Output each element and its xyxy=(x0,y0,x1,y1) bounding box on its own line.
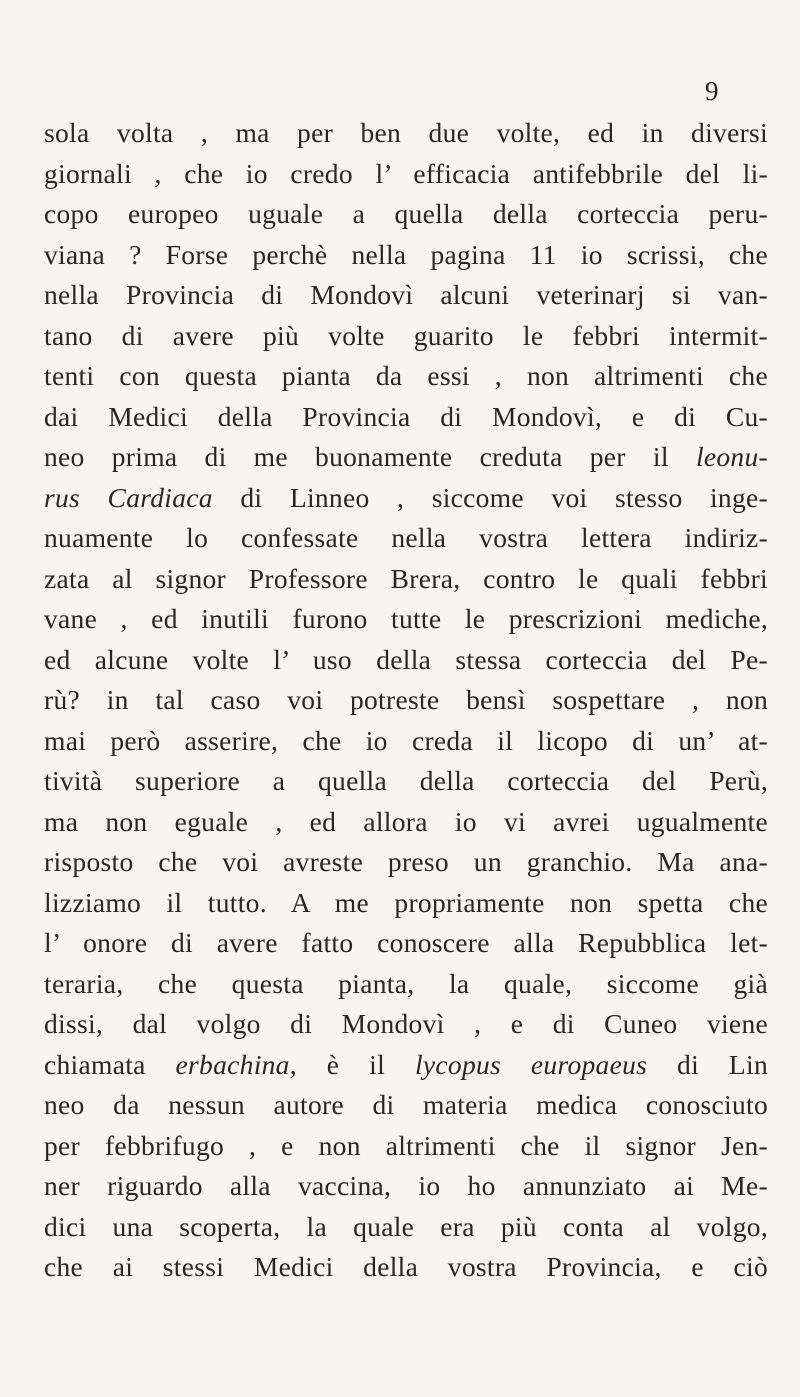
text-line xyxy=(44,1166,768,1207)
text-line xyxy=(44,883,768,924)
text-run: viana ? Forse perchè nella pagina 11 io scrissi, che xyxy=(44,238,768,270)
italic-run: lycopus europaeus xyxy=(414,1048,648,1080)
text-run: dissi, dal volgo di Mondovì , e di Cuneo viene xyxy=(44,1008,768,1039)
text-line xyxy=(44,842,768,883)
text-line xyxy=(44,154,768,195)
text-run: sola volta , ma per ben due volte, ed in diversi xyxy=(44,117,768,148)
text-run: dici una scoperta, la quale era più conta al volgo, xyxy=(44,1210,768,1242)
text-line xyxy=(44,640,768,681)
text-run: per febbrifugo , e non altrimenti che il signor Jen- xyxy=(44,1129,768,1161)
text-run: teraria, che questa pianta, la quale, siccome già xyxy=(44,967,768,999)
text-line xyxy=(44,680,768,721)
text-run: di Linneo , siccome voi stesso inge- xyxy=(212,481,768,513)
text-line xyxy=(44,802,768,843)
body-text xyxy=(44,113,768,1288)
text-run: lizziamo il tutto. A me propriamente non spetta che xyxy=(44,886,768,918)
text-line xyxy=(44,478,768,519)
text-run: ner riguardo alla vaccina, io ho annunziato ai Me- xyxy=(44,1170,768,1201)
text-line xyxy=(44,356,768,397)
text-line xyxy=(44,761,768,802)
text-run: ed alcune volte l’ uso della stessa corteccia del Pe- xyxy=(44,643,768,675)
text-line xyxy=(44,1045,768,1086)
text-line xyxy=(44,194,768,235)
text-line xyxy=(44,1126,768,1167)
text-run: neo da nessun autore di materia medica conosciuto xyxy=(44,1089,768,1120)
text-line xyxy=(44,923,768,964)
text-run: neo prima di me buonamente creduta per il xyxy=(44,441,696,472)
text-run: tano di avere più volte guarito le febbri intermit- xyxy=(44,319,768,351)
text-run: chiamata xyxy=(44,1048,176,1080)
text-run: tività superiore a quella della corteccia del Perù, xyxy=(44,765,768,796)
text-line xyxy=(44,599,768,640)
page-number: 9 xyxy=(705,76,719,106)
text-run: nella Provincia di Mondovì alcuni veterinarj si van- xyxy=(44,279,768,310)
text-line xyxy=(44,316,768,357)
text-run: l’ onore di avere fatto conoscere alla Repubblica let- xyxy=(44,927,768,958)
text-line xyxy=(44,1247,768,1288)
text-run: rù? in tal caso voi potreste bensì sospettare , non xyxy=(44,684,768,715)
text-run: risposto che voi avreste preso un granchio. Ma ana- xyxy=(44,846,768,877)
italic-run: rus Cardiaca xyxy=(44,481,213,513)
text-line xyxy=(44,275,768,316)
text-line xyxy=(44,1085,768,1126)
text-run: di Lin xyxy=(647,1048,768,1080)
text-line xyxy=(44,397,768,438)
italic-run: erbachina xyxy=(175,1048,290,1080)
text-line xyxy=(44,437,768,478)
text-line xyxy=(44,1004,768,1045)
text-run: che ai stessi Medici della vostra Provincia, e ciò xyxy=(44,1251,768,1282)
text-run: tenti con questa pianta da essi , non altrimenti che xyxy=(44,360,768,391)
text-run: zata al signor Professore Brera, contro le quali febbri xyxy=(44,562,768,594)
text-run: mai però asserire, che io creda il licopo di un’ at- xyxy=(44,724,768,756)
italic-run: leonu- xyxy=(695,441,768,472)
text-line xyxy=(44,518,768,559)
text-run: nuamente lo confessate nella vostra lettera indiriz- xyxy=(44,522,768,553)
text-line xyxy=(44,235,768,276)
text-line xyxy=(44,559,768,600)
text-line xyxy=(44,721,768,762)
text-run: copo europeo uguale a quella della corteccia peru- xyxy=(44,198,768,229)
text-run: vane , ed inutili furono tutte le prescrizioni mediche, xyxy=(44,603,768,634)
text-run: , è il xyxy=(289,1048,415,1080)
text-run: ma non eguale , ed allora io vi avrei ugualmente xyxy=(44,805,768,837)
text-run: dai Medici della Provincia di Mondovì, e di Cu- xyxy=(44,400,768,432)
text-line xyxy=(44,1207,768,1248)
text-run: giornali , che io credo l’ efficacia antifebbrile del li- xyxy=(44,157,768,189)
text-line xyxy=(44,113,768,154)
text-line xyxy=(44,964,768,1005)
